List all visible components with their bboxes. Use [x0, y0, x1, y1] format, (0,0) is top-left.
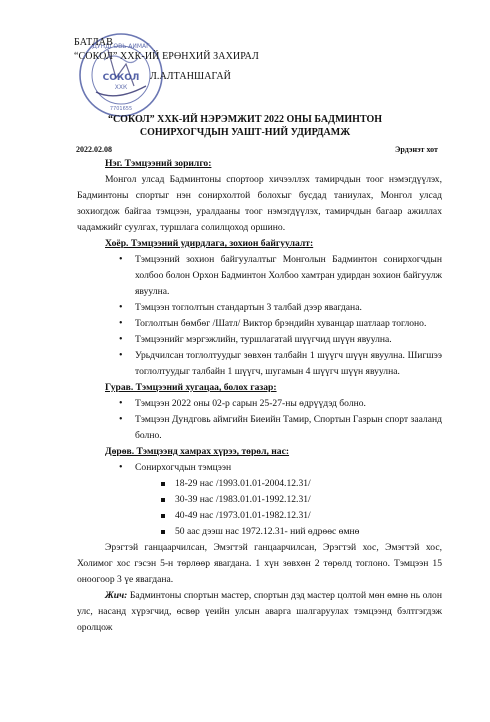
- list-item: • Сонирхогчдын тэмцээн: [77, 460, 442, 476]
- document-title: [0, 113, 490, 139]
- age-group-item: 50 аас дээш нас 1972.12.31- ний өдрөөс өмнө: [77, 524, 442, 540]
- title-line-2: СОНИРХОГЧДЫН УАШТ-НИЙ УДИРДАМЖ: [139, 127, 351, 138]
- note-text: Бадминтоны спортын мастер, спортын дэд мастер цолтой мөн өмнө нь олон улс, насанд хүрэгчид, өсвөр үеийн улсын аварга шалгаруулах тэмцээнд бэлтгэгдэж оролцож: [77, 590, 442, 633]
- section3-list: [77, 396, 442, 444]
- note-paragraph: [77, 588, 442, 636]
- stamp-sub-text: ХХК: [114, 84, 128, 91]
- note-label: Жич:: [105, 590, 128, 601]
- stamp-ring-text: ДУНДГОВЬ АЙМАГ: [92, 43, 150, 50]
- age-groups-list: [77, 476, 442, 540]
- approval-position: “СОКОЛ” ХХК-ИЙ ЕРӨНХИЙ ЗАХИРАЛ: [74, 51, 259, 62]
- age-group-item: 18-29 нас /1993.01.01-2004.12.31/: [77, 476, 442, 492]
- document-date: 2022.02.08: [76, 145, 112, 154]
- approval-label: БАТЛАВ: [74, 37, 113, 48]
- stamp-number: 7701655: [109, 106, 133, 112]
- list-item: • Тэмцээн 2022 оны 02-р сарын 25-27-ны өдрүүдэд болно.: [77, 396, 442, 412]
- age-group-item: 40-49 нас /1973.01.01-1982.12.31/: [77, 508, 442, 524]
- section4-heading: Дөрөв. Тэмцээнд хамрах хүрээ, төрөл, нас:: [105, 446, 290, 457]
- section1-paragraph: Монгол улсад Бадминтоны спортоор хичээллэх тамирчдын тоог нэмэгдүүлэх, Бадминтоны спортыг нэн сонирхолтой болохыг бусдад таниулах, Монгол улсад зохиогдож байгаа тэмцээн, уралдааны тоог нэмэгдүүлэх, тамирчдын багаар ажиллах чадамжийг суулгах, туршлага солилцоход оршино.: [77, 174, 442, 233]
- document-place: Эрдэнэт хот: [395, 145, 438, 154]
- document-body: [77, 156, 442, 636]
- age-group-item: 30-39 нас /1983.01.01-1992.12.31/: [77, 492, 442, 508]
- section4-list: [77, 460, 442, 476]
- section4-paragraph: Эрэгтэй ганцаарчилсан, Эмэгтэй ганцаарчилсан, Эрэгтэй хос, Эмэгтэй хос, Холимог хос гэсэн 5-н төрлөөр явагдана. 1 хүн зөвхөн 2 төрөлд тоглоно. Тэмцээн 15 оноогоор 3 үе явагдана.: [77, 542, 442, 585]
- list-item: • Тэмцээний зохион байгуулалтыг Монголын Бадминтон сонирхогчдын холбоо болон Орхон Бадминтон Холбоо хамтран удирдан зохион байгуулж явуулна.: [77, 252, 442, 300]
- list-item: • Тэмцээн тоглолтын стандартын 3 талбай дээр явагдана.: [77, 300, 442, 316]
- list-item: • Урьдчилсан тоглолтуудыг зөвхөн талбайн 1 шүүгч шүүн явуулна. Шигшээ тоглолтуудыг талбайн 1 шүүгч, шугамын 4 шүүгч шүүн явуулна.: [77, 348, 442, 380]
- list-item: • Тоглолтын бөмбөг /Шатл/ Виктор брэндийн хуванцар шатлаар тоглоно.: [77, 316, 442, 332]
- section1-heading: Нэг. Тэмцээний зорилго:: [105, 158, 212, 169]
- list-item: • Тэмцээнийг мэргэжлийн, туршлагатай шүүгчид шүүн явуулна.: [77, 332, 442, 348]
- approval-name: Л.АЛТАНШАГАЙ: [150, 71, 231, 82]
- section3-heading: Гурав. Тэмцээний хугацаа, болох газар:: [105, 382, 277, 393]
- list-item: • Тэмцээн Дундговь аймгийн Биеийн Тамир, Спортын Газрын спорт зааланд болно.: [77, 412, 442, 444]
- title-line-1: “СОКОЛ” ХХК-ИЙ НЭРЭМЖИТ 2022 ОНЫ БАДМИНТОН: [107, 114, 383, 125]
- approval-block: [74, 36, 259, 84]
- stamp-center-text: СОКОЛ: [102, 73, 140, 83]
- section2-list: [77, 252, 442, 380]
- section2-heading: Хоёр. Тэмцээний удирдлага, зохион байгуулалт:: [105, 238, 314, 249]
